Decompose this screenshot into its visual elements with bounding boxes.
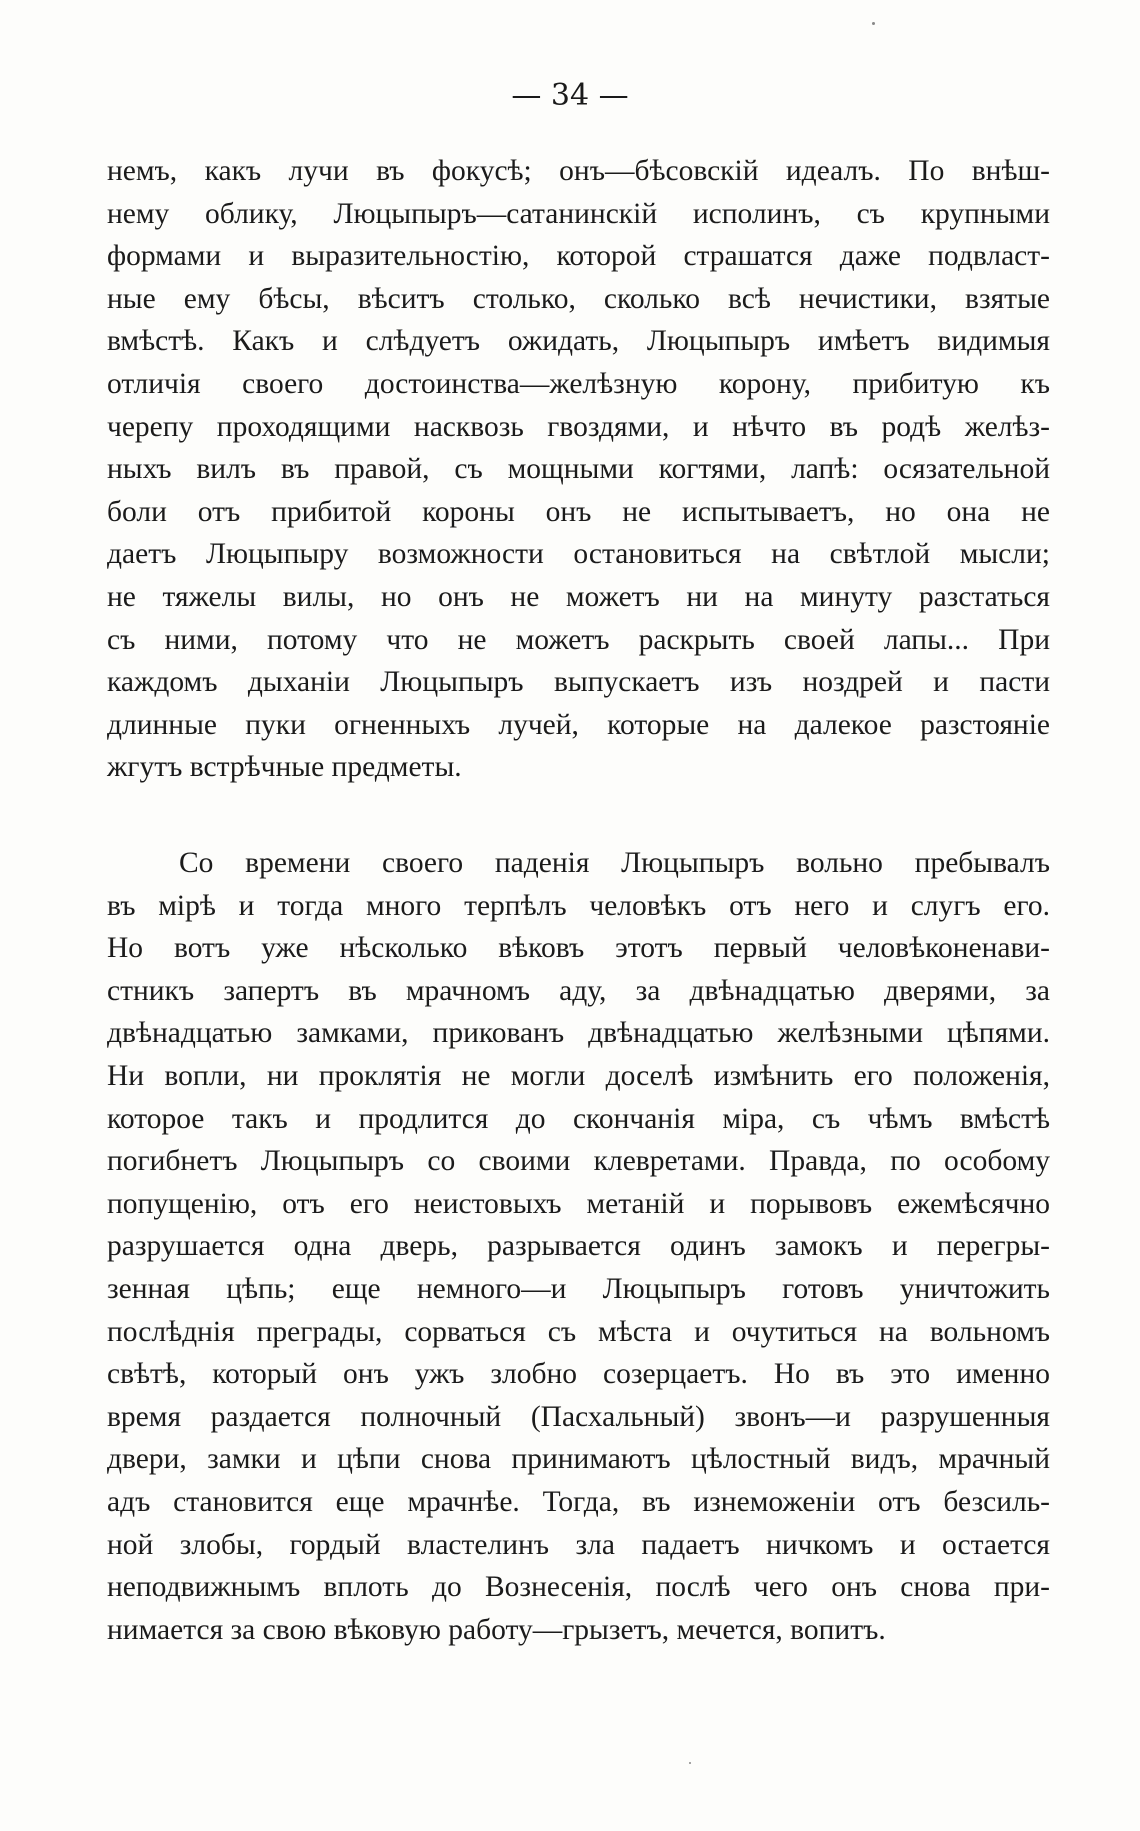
text-line: разрушается одна дверь, разрывается одинъ замокъ и перегры-	[107, 1230, 1050, 1263]
text-line: свѣтѣ, который онъ ужъ злобно созерцаетъ. Но въ это именно	[107, 1358, 1050, 1391]
text-line: двери, замки и цѣпи снова принимаютъ цѣлостный видъ, мрачный	[107, 1443, 1050, 1476]
text-line: не тяжелы вилы, но онъ не можетъ ни на минуту разстаться	[107, 580, 1050, 613]
paragraph-1	[107, 150, 1050, 789]
text-line: время раздается полночный (Пасхальный) звонъ—и разрушенныя	[107, 1400, 1050, 1433]
text-line: погибнетъ Люцыпыръ со своими клевретами. Правда, по особому	[107, 1145, 1050, 1178]
text-line: ные ему бѣсы, вѣситъ столько, сколько всѣ нечистики, взятые	[107, 282, 1050, 315]
text-line: которое такъ и продлится до скончанія міра, съ чѣмъ вмѣстѣ	[107, 1102, 1050, 1135]
text-line: боли отъ прибитой короны онъ не испытываетъ, но она не	[107, 495, 1050, 528]
text-line: двѣнадцатью замками, прикованъ двѣнадцатью желѣзными цѣпями.	[107, 1017, 1050, 1050]
paragraph-2	[107, 842, 1050, 1651]
text-line: послѣднія преграды, сорваться съ мѣста и очутиться на вольномъ	[107, 1315, 1050, 1348]
text-line: нимается за свою вѣковую работу—грызетъ, мечется, вопитъ.	[107, 1613, 886, 1646]
text-line: въ мірѣ и тогда много терпѣлъ человѣкъ отъ него и слугъ его.	[107, 889, 1050, 922]
scan-speck	[689, 1762, 691, 1764]
text-line: Ни вопли, ни проклятія не могли доселѣ измѣнить его положенія,	[107, 1059, 1050, 1092]
text-line: стникъ запертъ въ мрачномъ аду, за двѣнадцатью дверями, за	[107, 974, 1050, 1007]
text-line: формами и выразительностію, которой страшатся даже подвласт-	[107, 240, 1050, 273]
text-line: даетъ Люцыпыру возможности остановиться на свѣтлой мысли;	[107, 538, 1050, 571]
text-line: неподвижнымъ вплоть до Вознесенія, послѣ чего онъ снова при-	[107, 1571, 1050, 1604]
text-line: отличія своего достоинства—желѣзную корону, прибитую къ	[107, 367, 1050, 400]
text-line: адъ становится еще мрачнѣе. Тогда, въ изнеможеніи отъ безсиль-	[107, 1485, 1050, 1518]
scan-speck	[872, 22, 875, 25]
text-line: съ ними, потому что не можетъ раскрыть своей лапы... При	[107, 623, 1050, 656]
text-line: зенная цѣпь; еще немного—и Люцыпыръ готовъ уничтожить	[107, 1272, 1050, 1305]
page-number: — 34 —	[511, 78, 629, 113]
text-line: каждомъ дыханіи Люцыпыръ выпускаетъ изъ ноздрей и пасти	[107, 666, 1050, 699]
text-line: нему облику, Люцыпыръ—сатанинскій исполинъ, съ крупными	[107, 197, 1050, 230]
text-line: ной злобы, гордый властелинъ зла падаетъ ничкомъ и остается	[107, 1528, 1050, 1561]
text-line: черепу проходящими насквозь гвоздями, и нѣчто въ родѣ желѣз-	[107, 410, 1050, 443]
text-line: ныхъ вилъ въ правой, съ мощными когтями, лапѣ: осязательной	[107, 453, 1050, 486]
text-line: Со времени своего паденія Люцыпыръ вольно пребывалъ	[179, 847, 1050, 879]
text-line: жгутъ встрѣчные предметы.	[107, 751, 462, 784]
text-line: длинные пуки огненныхъ лучей, которые на далекое разстояніе	[107, 708, 1050, 741]
text-line: вмѣстѣ. Какъ и слѣдуетъ ожидать, Люцыпыръ имѣетъ видимыя	[107, 325, 1050, 358]
text-line: попущенію, отъ его неистовыхъ метаній и порывовъ ежемѣсячно	[107, 1187, 1050, 1220]
text-line: немъ, какъ лучи въ фокусѣ; онъ—бѣсовскій идеалъ. По внѣш-	[107, 155, 1050, 187]
text-line: Но вотъ уже нѣсколько вѣковъ этотъ первый человѣконенави-	[107, 932, 1050, 965]
